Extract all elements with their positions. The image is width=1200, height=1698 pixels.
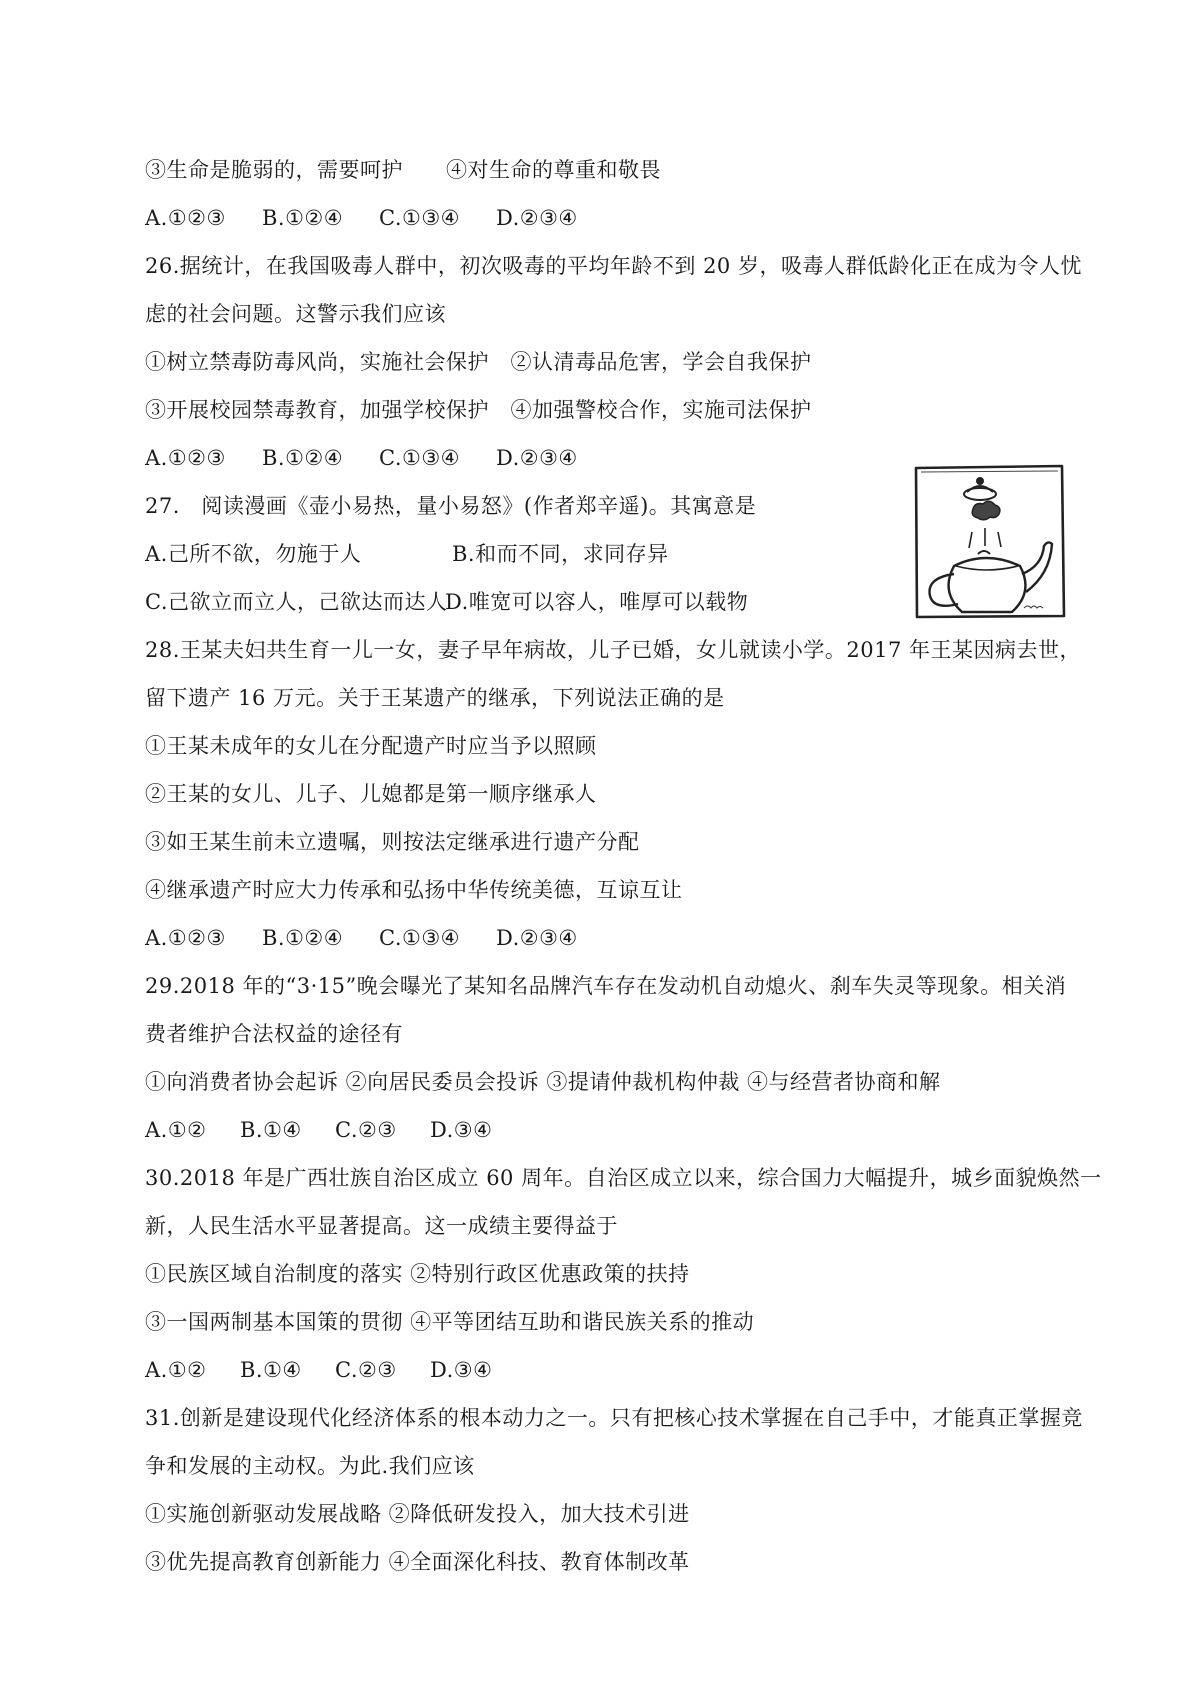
teapot-cartoon-icon (912, 462, 1067, 620)
q28-item-2: ②王某的女儿、儿子、儿媳都是第一顺序继承人 (145, 782, 597, 806)
q29-items: ①向消费者协会起诉 ②向居民委员会投诉 ③提请仲裁机构仲裁 ④与经营者协商和解 (145, 1070, 941, 1094)
q27-option-b: B.和而不同，求同存异 (452, 542, 669, 566)
q27-option-d: D.唯宽可以容人，唯厚可以载物 (445, 590, 749, 614)
q25-items: ③生命是脆弱的，需要呵护 ④对生命的尊重和敬畏 (145, 158, 661, 182)
q27-stem: 27. 阅读漫画《壶小易热，量小易怒》(作者郑辛遥)。其寓意是 (145, 494, 757, 518)
q30-option-c: C.②③ (335, 1358, 397, 1382)
q31-items-line1: ①实施创新驱动发展战略 ②降低研发投入，加大技术引进 (145, 1502, 690, 1526)
q30-option-a: A.①② (145, 1358, 207, 1382)
q29-option-c: C.②③ (335, 1118, 397, 1142)
q28-option-b: B.①②④ (262, 926, 344, 950)
q26-option-a: A.①②③ (145, 446, 226, 470)
q25-option-c: C.①③④ (379, 206, 460, 230)
q30-stem-line2: 新，人民生活水平显著提高。这一成绩主要得益于 (145, 1214, 618, 1238)
q27-option-c: C.己欲立而立人，己欲达而达人 (145, 590, 448, 614)
q28-option-a: A.①②③ (145, 926, 226, 950)
q25-option-a: A.①②③ (145, 206, 226, 230)
q30-stem-line1: 30.2018 年是广西壮族自治区成立 60 周年。自治区成立以来，综合国力大幅提升，城乡面貌焕然一 (145, 1166, 1102, 1190)
q25-option-d: D.②③④ (496, 206, 578, 230)
q26-option-d: D.②③④ (496, 446, 578, 470)
q28-item-3: ③如王某生前未立遗嘱，则按法定继承进行遗产分配 (145, 830, 640, 854)
q30-items-line1: ①民族区域自治制度的落实 ②特别行政区优惠政策的扶持 (145, 1262, 690, 1286)
q26-items-line2: ③开展校园禁毒教育，加强学校保护 ④加强警校合作，实施司法保护 (145, 398, 812, 422)
q31-stem-line2: 争和发展的主动权。为此.我们应该 (145, 1454, 475, 1478)
q29-option-a: A.①② (145, 1118, 207, 1142)
q29-option-d: D.③④ (430, 1118, 493, 1142)
q26-stem-line2: 虑的社会问题。这警示我们应该 (145, 302, 446, 326)
q31-stem-line1: 31.创新是建设现代化经济体系的根本动力之一。只有把核心技术掌握在自己手中，才能真正掌握竞 (145, 1406, 1083, 1430)
q30-items-line2: ③一国两制基本国策的贯彻 ④平等团结互助和谐民族关系的推动 (145, 1310, 755, 1334)
q28-option-c: C.①③④ (379, 926, 460, 950)
q27-option-a: A.己所不欲，勿施于人 (145, 542, 362, 566)
q28-stem-line1: 28.王某夫妇共生育一儿一女，妻子早年病故，儿子已婚，女儿就读小学。2017 年王某因病去世， (145, 638, 1082, 662)
q28-option-d: D.②③④ (496, 926, 578, 950)
q26-items-line1: ①树立禁毒防毒风尚，实施社会保护 ②认清毒品危害，学会自我保护 (145, 350, 812, 374)
q26-option-b: B.①②④ (262, 446, 344, 470)
q29-stem-line2: 费者维护合法权益的途径有 (145, 1022, 403, 1046)
q28-stem-line2: 留下遗产 16 万元。关于王某遗产的继承，下列说法正确的是 (145, 686, 725, 710)
q30-option-b: B.①④ (240, 1358, 302, 1382)
q26-option-c: C.①③④ (379, 446, 460, 470)
q29-option-b: B.①④ (240, 1118, 302, 1142)
q30-option-d: D.③④ (430, 1358, 493, 1382)
q31-items-line2: ③优先提高教育创新能力 ④全面深化科技、教育体制改革 (145, 1550, 690, 1574)
q28-item-1: ①王某未成年的女儿在分配遗产时应当予以照顾 (145, 734, 597, 758)
q25-option-b: B.①②④ (262, 206, 344, 230)
q29-stem-line1: 29.2018 年的“3·15”晚会曝光了某知名品牌汽车存在发动机自动熄火、刹车失灵等现象。相关消 (145, 974, 1067, 998)
q28-item-4: ④继承遗产时应大力传承和弘扬中华传统美德，互谅互让 (145, 878, 683, 902)
q26-stem-line1: 26.据统计，在我国吸毒人群中，初次吸毒的平均年龄不到 20 岁，吸毒人群低龄化正在成为令人忧 (145, 254, 1082, 278)
